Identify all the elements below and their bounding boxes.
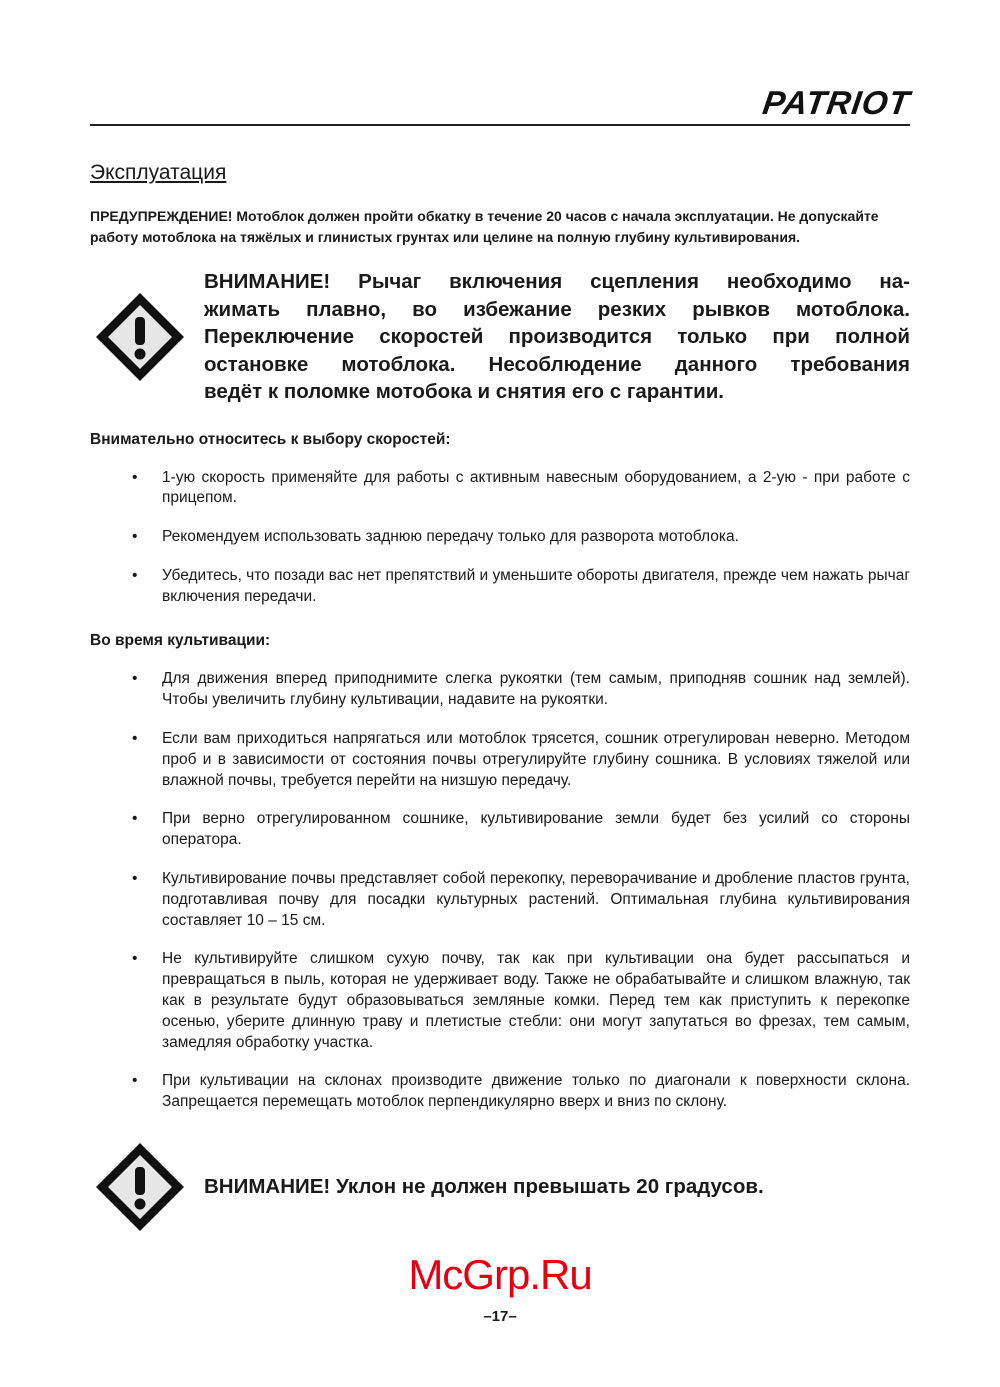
warning-diamond-icon: [94, 1141, 186, 1233]
page-number: –17–: [483, 1308, 517, 1326]
section-title: Эксплуатация: [90, 161, 227, 184]
list-item: • Если вам приходиться напрягаться или мотоблок трясется, сошник отрегулирован неверно. Методом проб и в зависимости от состояния почвы отрегулируйте глубину сошника. В условиях тяжелой или влажной почвы, требуется перейти на низшую передачу.: [90, 729, 910, 791]
attention-text: ВНИМАНИЕ! Уклон не должен превышать 20 градусов.: [204, 1175, 764, 1199]
attention-line: ВНИМАНИЕ! Рычаг включения сцепления необходимо на-: [204, 270, 910, 293]
watermark: McGrp.Ru: [408, 1251, 592, 1299]
list-item: • 1-ую скорость применяйте для работы с активным навесным оборудованием, а 2-ую - при работе с прицепом.: [90, 468, 910, 510]
patriot-logo: PATRIOT: [760, 84, 913, 121]
list-item: • При культивации на склонах производите движение только по диагонали к поверхности склона. Запрещается перемещать мотоблок перпендикулярно вверх и вниз по склону.: [90, 1071, 910, 1113]
speeds-heading: Внимательно относитесь к выбору скоростей:: [90, 430, 451, 448]
list-item: • Рекомендуем использовать заднюю передачу только для разворота мотоблока.: [90, 527, 910, 548]
warning-paragraph: ПРЕДУПРЕЖДЕНИЕ! Мотоблок должен пройти обкатку в течение 20 часов с начала эксплуатации. Не допускайте работу мотоблока на тяжёлых и глинистых грунтах или целине на полную глубину культивирования.: [90, 208, 879, 245]
attention-line: жимать плавно, во избежание резких рывков мотоблока.: [204, 297, 910, 321]
list-item: • Для движения вперед приподнимите слегка рукоятки (тем самым, приподняв сошник над землей). Чтобы увеличить глубину культивации, надавите на рукоятки.: [90, 669, 910, 711]
attention-text: [204, 268, 910, 406]
list-item: • При верно отрегулированном сошнике, культивирование земли будет без усилий со стороны оператора.: [90, 809, 910, 851]
attention-line: остановке мотоблока. Несоблюдение данного требования: [204, 352, 910, 376]
attention-line: Переключение скоростей производится только при полной: [204, 325, 910, 348]
list-item: • Культивирование почвы представляет собой перекопку, переворачивание и дробление пластов грунта, подготавливая почву для посадки культурных растений. Оптимальная глубина культивирования составляет 10 – 15 см.: [90, 869, 910, 931]
speeds-list: [90, 468, 910, 608]
attention-block-1: [90, 268, 910, 406]
page-content: [90, 0, 913, 1357]
cultivation-list: [90, 669, 910, 1113]
list-item: • Не культивируйте слишком сухую почву, так как при культивации она будет рассыпаться и превращаться в пыль, которая не удерживает воду. Также не обрабатывайте и слишком влажную, так как в результате будут образовываться земляные комки. Перед тем как приступить к перекопке осенью, уберите длинную траву и плетистые стебли: они могут запутаться во фрезах, тем самым, замедляя обработку участка.: [90, 949, 910, 1053]
attention-block-2: [90, 1141, 910, 1233]
warning-diamond-icon: [94, 291, 186, 383]
cultivation-heading: Во время культивации:: [90, 632, 271, 650]
attention-line: ведёт к поломке мотобока и снятия его с гарантии.: [204, 380, 725, 403]
list-item: • Убедитесь, что позади вас нет препятствий и уменьшите обороты двигателя, прежде чем нажать рычаг включения передачи.: [90, 566, 910, 608]
